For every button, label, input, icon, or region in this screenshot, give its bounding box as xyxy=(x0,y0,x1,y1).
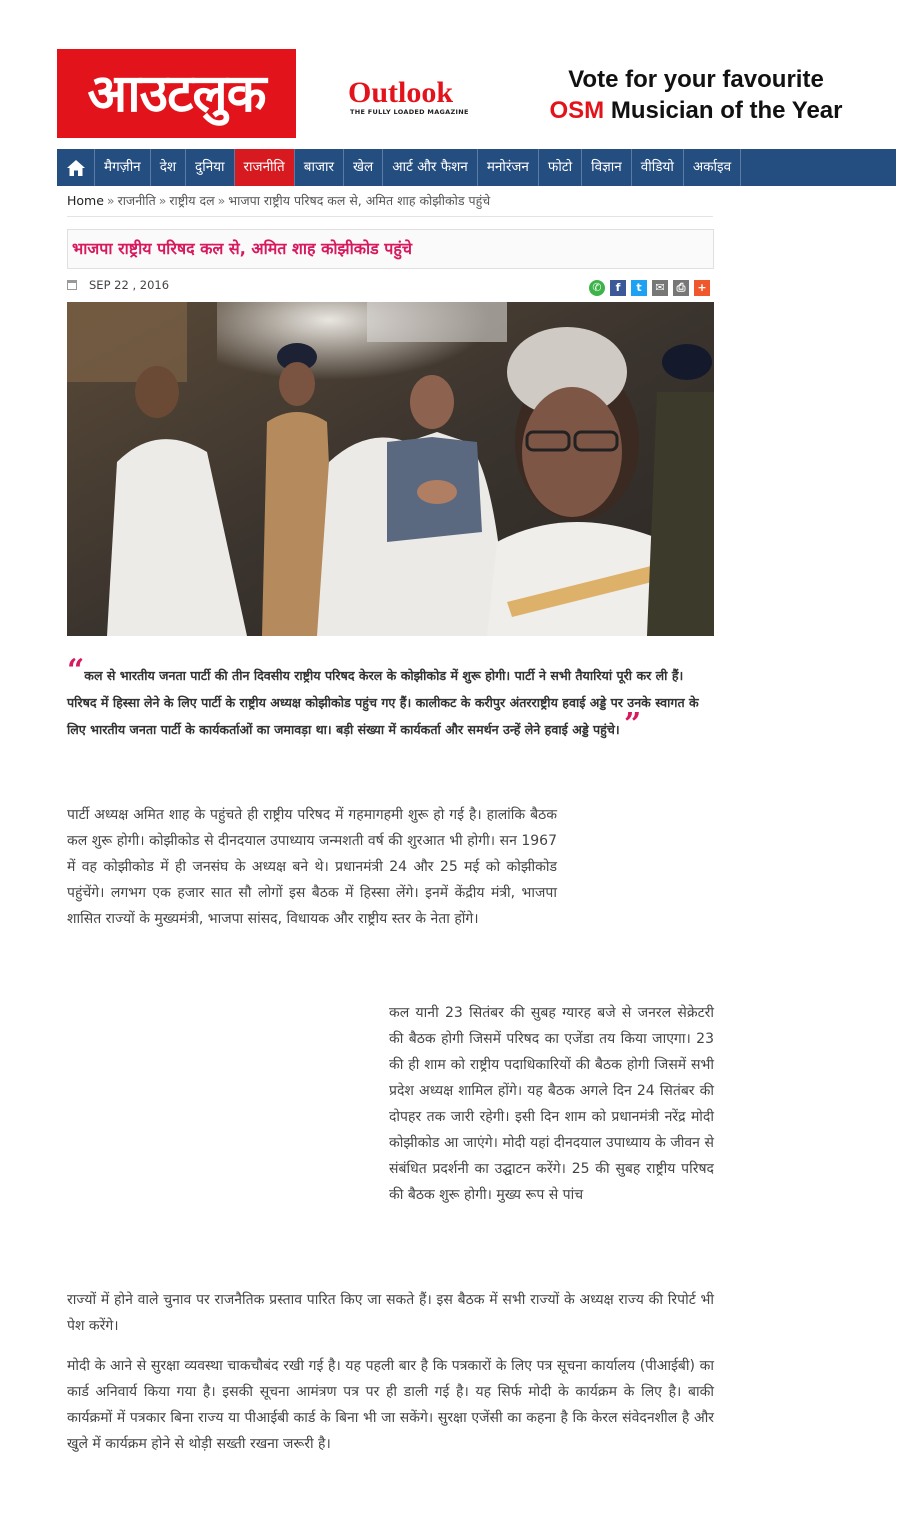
calendar-icon xyxy=(67,280,77,290)
nav-item-5[interactable]: खेल xyxy=(344,149,383,186)
quote-text: कल से भारतीय जनता पार्टी की तीन दिवसीय राष्ट्रीय परिषद केरल के कोझीकोड में शुरू होगी। पार्टी ने सभी तैयारियां पूरी कर ली हैं। परिषद में हिस्सा लेने के लिए पार्टी के राष्ट्रीय अध्यक्ष कोझीकोड पहुंच गए हैं। कालीकट के करीपुर अंतरराष्ट्रीय हवाई अड्डे पर उनके स्वागत के लिए भारतीय जनता पार्टी के कार्यकर्ताओं का जमावड़ा था। बड़ी संख्या में कार्यकर्ता और समर्थन उन्हें लेने हवाई अड्डे पहुंचे। xyxy=(67,668,699,737)
nav-item-8[interactable]: फोटो xyxy=(539,149,582,186)
ad-line-1: Vote for your favourite xyxy=(568,66,824,93)
quote-close-mark: ” xyxy=(624,707,642,742)
home-icon xyxy=(66,159,86,177)
breadcrumb-current: भाजपा राष्ट्रीय परिषद कल से, अमित शाह कोझीकोड पहुंचे xyxy=(228,193,491,208)
outlook-brand-name: Outlook xyxy=(348,76,454,109)
article-meta xyxy=(67,276,714,296)
print-icon[interactable]: ⎙ xyxy=(673,280,689,296)
ad-banner[interactable] xyxy=(340,60,880,130)
breadcrumb xyxy=(67,191,713,217)
nav-item-4[interactable]: बाजार xyxy=(295,149,344,186)
article-photo xyxy=(67,302,714,636)
email-icon[interactable]: ✉ xyxy=(652,280,668,296)
site-header xyxy=(0,0,914,148)
ad-line-2 xyxy=(520,95,872,126)
nav-item-11[interactable]: अर्काइव xyxy=(684,149,741,186)
nav-item-6[interactable]: आर्ट और फैशन xyxy=(383,149,478,186)
breadcrumb-home[interactable]: Home xyxy=(67,193,104,208)
article-summary-quote xyxy=(67,653,714,743)
site-logo[interactable]: आउटलुक xyxy=(57,49,296,138)
nav-item-2[interactable]: दुनिया xyxy=(186,149,234,186)
outlook-brand-tagline: THE FULLY LOADED MAGAZINE xyxy=(350,108,469,116)
nav-item-1[interactable]: देश xyxy=(151,149,186,186)
nav-item-7[interactable]: मनोरंजन xyxy=(478,149,539,186)
facebook-icon[interactable]: f xyxy=(610,280,626,296)
whatsapp-icon[interactable]: ✆ xyxy=(589,280,605,296)
nav-item-0[interactable]: मैगज़ीन xyxy=(95,149,151,186)
article-paragraph-1: पार्टी अध्यक्ष अमित शाह के पहुंचते ही राष्ट्रीय परिषद में गहमागहमी शुरू हो गई है। हालांकि बैठक कल शुरू होगी। कोझीकोड से दीनदयाल उपाध्याय जन्मशती वर्ष की शुरआत भी होगी। सन 1967 में वह कोझीकोड में ही जनसंघ के अध्यक्ष बने थे। प्रधानमंत्री 24 और 25 मई को कोझीकोड पहुंचेंगे। लगभग एक हजार सात सौ लोगों इस बैठक में हिस्सा लेंगे। इनमें केंद्रीय मंत्री, भाजपा शासित राज्यों के मुख्यमंत्री, भाजपा सांसद, विधायक और राष्ट्रीय स्तर के नेता होंगे। xyxy=(67,807,557,927)
nav-item-3[interactable]: राजनीति xyxy=(235,149,295,186)
article-paragraph-2-continued: राज्यों में होने वाले चुनाव पर राजनैतिक प्रस्ताव पारित किए जा सकते हैं। इस बैठक में सभी राज्यों के अध्यक्ष राज्य की रिपोर्ट भी पेश करेंगे। xyxy=(67,1292,714,1334)
twitter-icon[interactable]: t xyxy=(631,280,647,296)
share-bar xyxy=(589,280,710,296)
article-title-box xyxy=(67,229,714,269)
quote-open-mark: “ xyxy=(67,653,85,688)
main-nav xyxy=(57,149,896,186)
article-paragraph-3: मोदी के आने से सुरक्षा व्यवस्था चाकचौबंद रखी गई है। यह पहली बार है कि पत्रकारों के लिए पत्र सूचना कार्यालय (पीआईबी) का कार्ड अनिवार्य किया गया है। इसकी सूचना आमंत्रण पत्र पर ही डाली गई है। यह सिर्फ मोदी के कार्यक्रम के लिए है। बाकी कार्यक्रमों में पत्रकार बिना राज्य या पीआईबी कार्ड के बिना भी जा सकेंगे। सुरक्षा एजेंसी का कहना है कि केरल संवेदनशील है और खुले में कार्यक्रम होने से थोड़ी सख्ती रखना जरूरी है। xyxy=(67,1358,714,1452)
nav-item-10[interactable]: वीडियो xyxy=(632,149,684,186)
breadcrumb-separator: » xyxy=(158,193,167,208)
article-paragraph-2: कल यानी 23 सितंबर की सुबह ग्यारह बजे से जनरल सेक्रेटरी की बैठक होगी जिसमें परिषद का एजेंडा तय किया जाएगा। 23 की ही शाम को राष्ट्रीय पदाधिकारियों की बैठक होगी जिसमें सभी प्रदेश अध्यक्ष शामिल होंगे। यह बैठक अगले दिन 24 सितंबर की दोपहर तक जारी रहेगी। इसी दिन शाम को प्रधानमंत्री नरेंद्र मोदी कोझीकोड आ जाएंगे। मोदी यहां दीनदयाल उपाध्याय के जीवन से संबंधित प्रदर्शनी का उद्घाटन करेंगे। 25 की सुबह राष्ट्रीय परिषद की बैठक शुरू होगी। मुख्य रूप से पांच xyxy=(389,1005,714,1203)
nav-item-9[interactable]: विज्ञान xyxy=(582,149,632,186)
ad-osm-highlight: OSM xyxy=(549,97,605,124)
ad-line-2-rest: Musician of the Year xyxy=(610,97,843,124)
outlook-brand-logo xyxy=(348,78,488,116)
ad-headline xyxy=(520,64,872,126)
article-date-text: SEP 22 , 2016 xyxy=(89,278,170,292)
breadcrumb-separator: » xyxy=(106,193,115,208)
article-title: भाजपा राष्ट्रीय परिषद कल से, अमित शाह कोझीकोड पहुंचे xyxy=(72,239,413,258)
breadcrumb-politics[interactable]: राजनीति xyxy=(117,193,156,208)
nav-home[interactable] xyxy=(57,149,95,186)
article-photo-illustration xyxy=(67,302,714,636)
article-date xyxy=(67,276,169,294)
breadcrumb-separator: » xyxy=(217,193,226,208)
breadcrumb-national-parties[interactable]: राष्ट्रीय दल xyxy=(169,193,215,208)
more-share-icon[interactable]: + xyxy=(694,280,710,296)
